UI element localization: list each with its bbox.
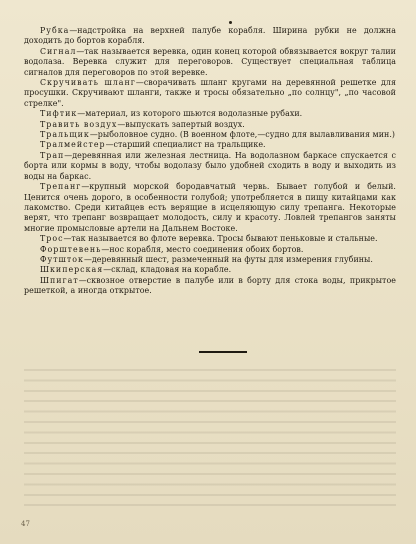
entry-definition: —деревянная или железная лестница. На водолазном баркасе спускается с борта или кормы в воду, чтобы водолазу было удобней сходить в воду и выходить из воды на баркас. — [24, 150, 396, 181]
entry-term: Шпигат — [40, 275, 79, 285]
entry-definition: —так называется веревка, один конец которой обвязывается вокруг талии водолаза. Веревка служит для переговоров. Существует специальная таблица сигналов для переговоров по этой веревке. — [24, 46, 396, 77]
entry-definition: —склад, кладовая на корабле. — [103, 265, 232, 275]
entry-definition: —старший специалист на тральщике. — [105, 140, 266, 150]
entry-definition: —надстройка на верхней палубе корабля. Ширина рубки не должна доходить до бортов корабля. — [24, 26, 396, 46]
entry-term: Сигнал — [40, 46, 77, 56]
glossary-entry — [24, 265, 396, 275]
glossary-entry — [24, 130, 396, 140]
glossary-entry — [24, 245, 396, 255]
glossary-entry — [24, 151, 396, 182]
glossary-entry — [24, 140, 396, 150]
entry-term: Тралмейстер — [40, 140, 106, 150]
entry-term: Шкиперская — [40, 265, 104, 275]
entry-definition: —крупный морской бородавчатый червь. Бывает голубой и белый. Ценится очень дорого, в особенности голубой; употребляется в пищу китайцами как лакомство. Среди китайцев есть верящие в исцеляющую силу трепанга. Некоторые верят, что трепанг возвращает молодость, силу и красоту. Ловлей трепангов заняты многие промысловые артели на Дальнем Востоке. — [24, 182, 396, 233]
entry-definition: —деревянный шест, размеченный на футы для измерения глубины. — [83, 254, 373, 264]
glossary-entry — [24, 276, 396, 297]
entry-term: Скручивать шланг — [40, 78, 136, 88]
glossary-entry — [24, 120, 396, 130]
glossary-text — [24, 26, 396, 297]
section-divider — [199, 351, 247, 353]
glossary-entry — [24, 255, 396, 265]
entry-definition: —выпускать запертый воздух. — [117, 119, 245, 129]
page-number: 47 — [21, 520, 30, 528]
entry-term: Трос — [40, 234, 64, 244]
ink-dot — [229, 21, 232, 24]
entry-definition: —сквозное отверстие в палубе или в борту для стока воды, прикрытое решеткой, а иногда открытое. — [24, 275, 396, 296]
entry-term: Трепанг — [40, 182, 82, 192]
entry-term: Футшток — [40, 254, 84, 264]
glossary-entry — [24, 182, 396, 234]
entry-definition: —материал, из которого шьются водолазные рубахи. — [77, 109, 303, 119]
entry-definition: —так называется во флоте веревка. Тросы бывают пеньковые и стальные. — [63, 234, 378, 244]
entry-term: Рубка — [40, 26, 70, 35]
entry-definition: —рыболовное судно. (В военном флоте,—судно для вылавливания мин.) — [89, 130, 396, 140]
glossary-entry — [24, 78, 396, 109]
entry-definition: —нос корабля, место соединения обоих бортов. — [101, 244, 304, 254]
entry-term: Травить воздух — [40, 119, 118, 129]
glossary-entry — [24, 26, 396, 47]
glossary-entry — [24, 109, 396, 119]
entry-term: Тифтик — [40, 109, 78, 119]
entry-term: Тральщик — [40, 130, 90, 140]
glossary-entry — [24, 234, 396, 244]
entry-definition: —сворачивать шланг кругами на деревянной решетке для просушки. Скручивают шланги, также и тросы обязательно „по солнцу", „по часовой стрелке". — [24, 78, 396, 108]
entry-term: Трап — [40, 150, 65, 160]
glossary-entry — [24, 47, 396, 78]
show-through-text — [24, 364, 396, 514]
entry-term: Форштевень — [40, 244, 102, 254]
